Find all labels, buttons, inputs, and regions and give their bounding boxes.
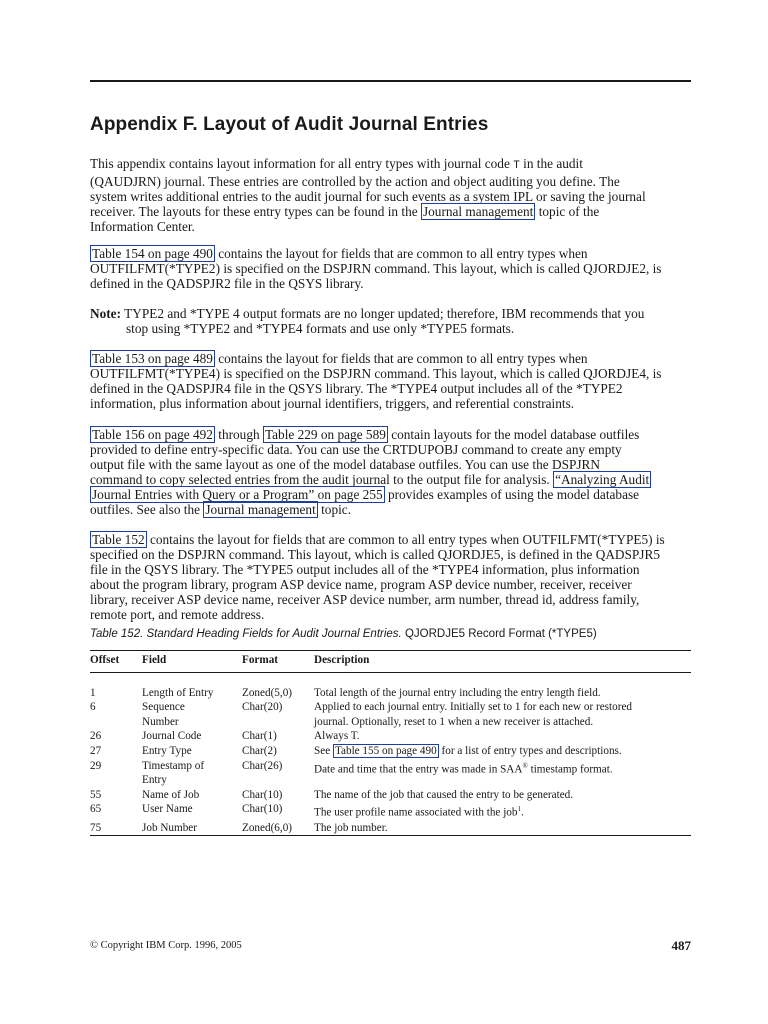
type5-paragraph: Table 152 contains the layout for fields that are common to all entry types when OUTFILFMT(*TYPE5) is specified on the DSPJRN command. This layout, which is called QJORDJE5, is defined in the QADSPJR5 file in the QSYS library. The *TYPE5 output includes all of the *TYPE4 information, plus information about the program library, program ASP device name, program ASP device number, receiver, receiver library, receiver ASP device name, receiver ASP device number, arm number, thread id, address family, remote port, and remote address. xyxy=(90,532,665,622)
registered-mark: ® xyxy=(522,761,528,770)
type4-paragraph: Table 153 on page 489 contains the layout for fields that are common to all entry types when OUTFILFMT(*TYPE4) is specified on the DSPJRN command. This layout, which is called QJORDJE4, is defined in the QADSPJR4 file in the QSYS library. The *TYPE4 output includes all of the *TYPE2 information, plus information about journal identifiers, triggers, and referential constraints. xyxy=(90,351,662,411)
table-row: 27 Entry Type Char(2) See Table 155 on page 490 for a list of entry types and descriptions. xyxy=(90,744,622,757)
table-row: 26 Journal Code Char(1) Always T. xyxy=(90,730,360,743)
header-description: Description xyxy=(314,651,691,673)
table-row: 65 User Name Char(10) The user profile name associated with the job$^1$. xyxy=(90,803,524,820)
table-bottom-rule xyxy=(90,836,691,837)
journal-management-link[interactable]: Journal management xyxy=(422,204,534,219)
table-153-link[interactable]: Table 153 on page 489 xyxy=(92,351,213,366)
table-header-row xyxy=(90,651,691,673)
table-154-link[interactable]: Table 154 on page 490 xyxy=(92,246,213,261)
copyright-notice: © Copyright IBM Corp. 1996, 2005 xyxy=(90,940,242,951)
table-156-link[interactable]: Table 156 on page 492 xyxy=(92,427,213,442)
journal-code: T xyxy=(513,160,520,172)
table-row: 29 Timestamp of Entry Char(26) Date and time that the entry was made in SAA® timestamp format. xyxy=(90,759,613,787)
top-rule xyxy=(90,80,691,82)
table-caption: Table 152. Standard Heading Fields for Audit Journal Entries. QJORDJE5 Record Format (*TYPE5) xyxy=(90,628,597,640)
footnote-ref: 1 xyxy=(517,805,521,814)
note-label: Note: xyxy=(90,306,122,321)
page-title: Appendix F. Layout of Audit Journal Entries xyxy=(90,114,489,135)
header-offset: Offset xyxy=(90,651,142,673)
intro-paragraph: This appendix contains layout information for all entry types with journal code T in the audit (QAUDJRN) journal. These entries are controlled by the action and object auditing you define. The system writes additional entries to the audit journal for such events as a system IPL or saving the journal receiver. The layouts for these entry types can be found in the Journal management topic of the Information Center. xyxy=(90,156,646,234)
header-format: Format xyxy=(242,651,314,673)
table-155-link[interactable]: Table 155 on page 490 xyxy=(334,744,437,757)
table-row: 6 Sequence Number Char(20) Applied to each journal entry. Initially set to 1 for each new or restored journal. Optionally, reset to 1 when a new receiver is attached. xyxy=(90,701,633,728)
type2-paragraph: Table 154 on page 490 contains the layout for fields that are common to all entry types when OUTFILFMT(*TYPE2) is specified on the DSPJRN command. This layout, which is called QJORDJE2, is defined in the QADSPJR2 file in the QSYS library. xyxy=(90,246,662,291)
model-outfiles-paragraph: Table 156 on page 492 through Table 229 on page 589 contain layouts for the model database outfiles provided to define entry-specific data. You can use the CRTDUPOBJ command to create any empty output file with the same layout as one of the model database outfiles. You can use the DSPJRN command to copy selected entries from the audit journal to the output file for analysis. “Analyzing Audit Journal Entries with Query or a Program” on page 255 provides examples of using the model database outfiles. See also the Journal management topic. xyxy=(90,427,650,517)
table-row: 55 Name of Job Char(10) The name of the job that caused the entry to be generated. xyxy=(90,788,574,801)
journal-management-link-2[interactable]: Journal management xyxy=(205,502,316,517)
table-row: 75 Job Number Zoned(6,0) The job number. xyxy=(90,821,388,834)
table-229-link[interactable]: Table 229 on page 589 xyxy=(264,427,386,442)
header-field: Field xyxy=(142,651,242,673)
analyzing-audit-link[interactable]: “Analyzing Audit xyxy=(555,472,650,487)
table-152-link[interactable]: Table 152 xyxy=(92,532,145,547)
record-format-table xyxy=(90,650,691,836)
page-number: 487 xyxy=(671,938,691,953)
table-row: 1 Length of Entry Zoned(5,0) Total length of the journal entry including the entry length field. xyxy=(90,686,601,699)
analyzing-audit-link-cont[interactable]: Journal Entries with Query or a Program” on page 255 xyxy=(92,487,383,502)
note-paragraph: Note: TYPE2 and *TYPE 4 output formats are no longer updated; therefore, IBM recommends that you stop using *TYPE2 and *TYPE4 formats and use only *TYPE5 formats. xyxy=(90,306,645,336)
